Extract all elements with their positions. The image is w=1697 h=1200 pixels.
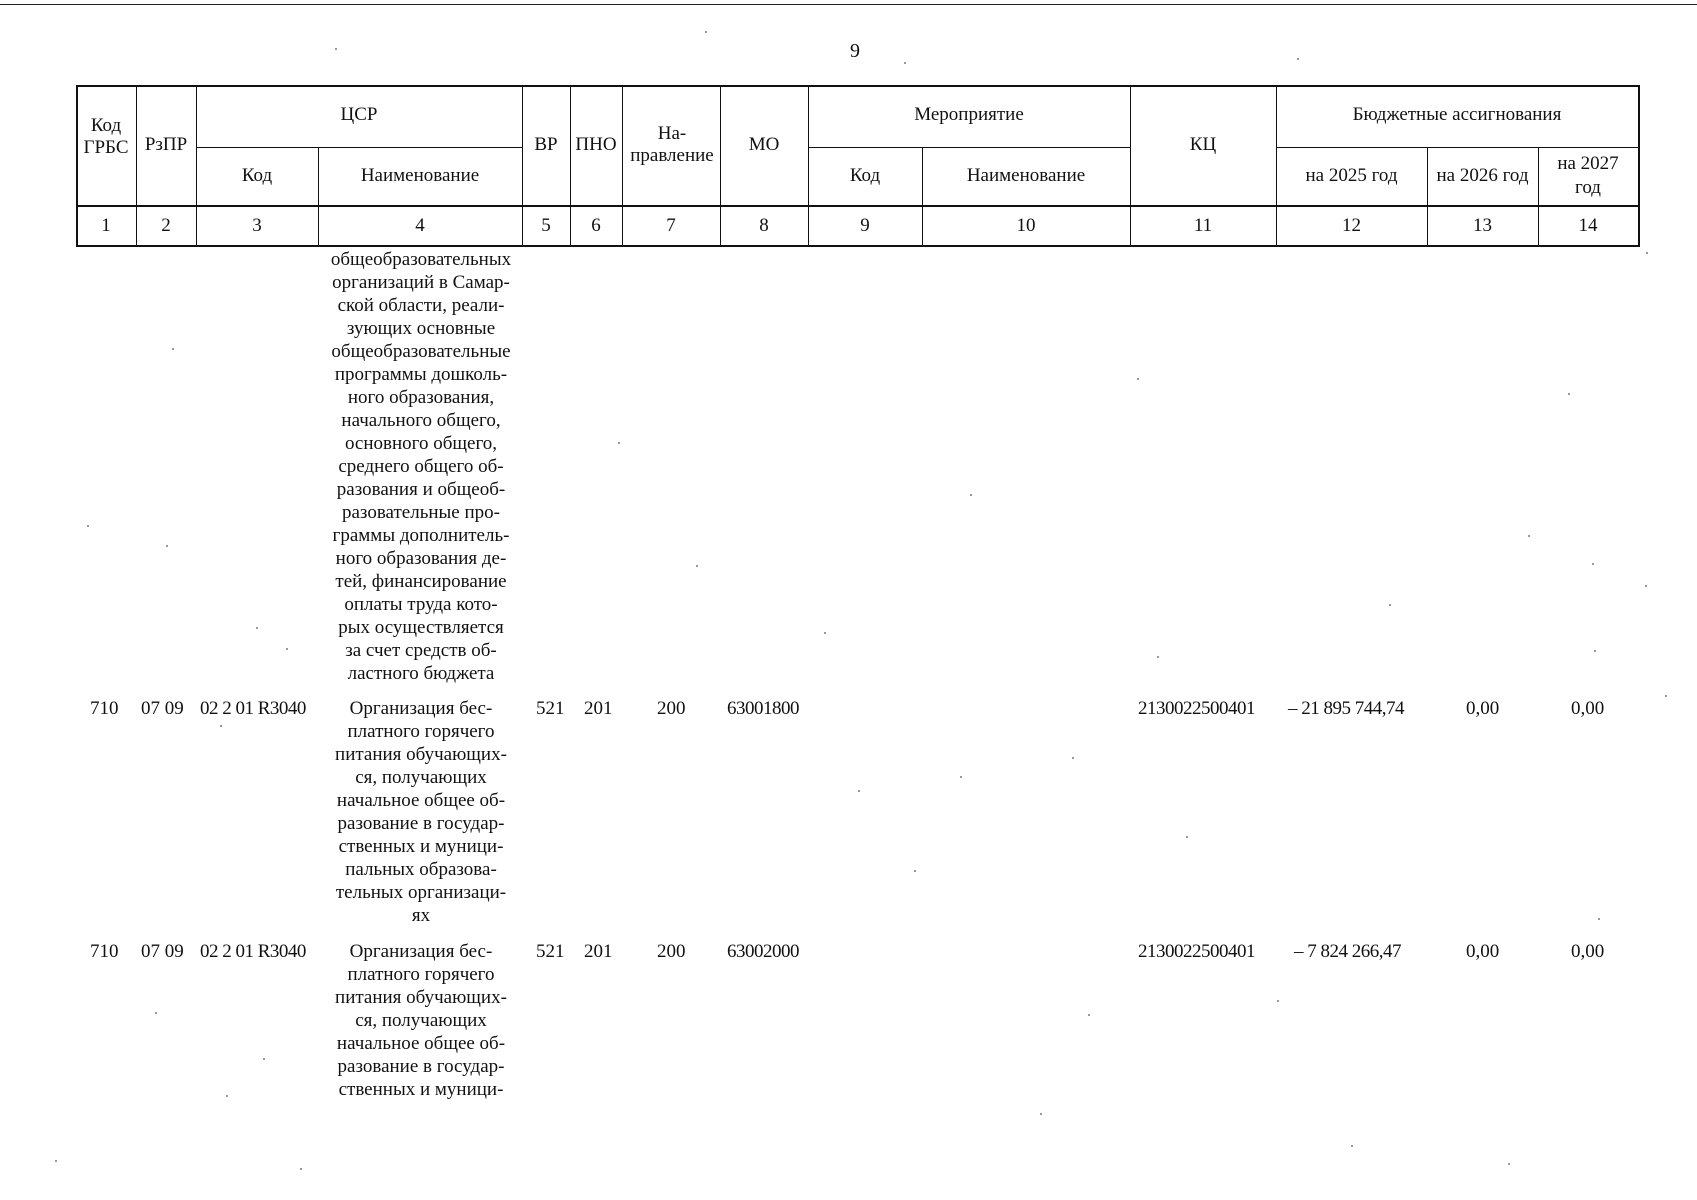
colnum-9: 9 xyxy=(860,214,870,236)
header-2027: на 2027 год xyxy=(1557,153,1619,198)
cell-2026: 0,00 xyxy=(1466,698,1500,719)
header-csr-name: Наименование xyxy=(360,165,480,186)
header-2026: на 2026 год xyxy=(1436,165,1529,186)
header-napravlenie: На- правление xyxy=(630,123,714,166)
cell-2026: 0,00 xyxy=(1466,941,1500,962)
cell-kc: 2130022500401 xyxy=(1138,698,1255,719)
cell-2027: 0,00 xyxy=(1571,941,1605,962)
colnum-8: 8 xyxy=(759,214,769,236)
header-csr-kod: Код xyxy=(241,165,273,186)
cell-rzpr: 07 09 xyxy=(141,941,184,962)
colnum-4: 4 xyxy=(415,214,425,236)
cell-kc: 2130022500401 xyxy=(1138,941,1255,962)
colnum-2: 2 xyxy=(161,214,171,236)
cell-vr: 521 xyxy=(536,941,565,962)
colnum-1: 1 xyxy=(101,214,111,236)
colnum-6: 6 xyxy=(591,214,601,236)
cell-mo: 63001800 xyxy=(727,698,799,719)
header-csr: ЦСР xyxy=(340,104,378,125)
cell-pno: 201 xyxy=(584,698,613,719)
cell-napravlenie: 200 xyxy=(657,698,686,719)
table-header xyxy=(76,85,1640,247)
cell-2025: – 21 895 744,74 xyxy=(1288,698,1404,719)
cell-rzpr: 07 09 xyxy=(141,698,184,719)
header-vr: ВР xyxy=(534,134,558,155)
header-mo: МО xyxy=(748,134,780,155)
cell-csr-kod: 02 2 01 R3040 xyxy=(200,698,306,719)
header-budget: Бюджетные ассигнования xyxy=(1352,104,1562,125)
colnum-3: 3 xyxy=(252,214,262,236)
header-2025: на 2025 год xyxy=(1305,165,1398,186)
colnum-7: 7 xyxy=(666,214,676,236)
colnum-10: 10 xyxy=(1016,214,1036,236)
colnum-12: 12 xyxy=(1342,214,1361,236)
header-mer-kod: Код xyxy=(849,165,881,186)
cell-2025: – 7 824 266,47 xyxy=(1294,941,1401,962)
cell-vr: 521 xyxy=(536,698,565,719)
continuation-name-text: общеобразовательных организаций в Самар- ской области, реали- зующих основные общеобразовательные программы дошколь- ного образования, начального общего, основного общего, среднего общего об- разования и общеоб- разовательные про- граммы дополнитель- ного образования де- тей, финансирование оплаты труда кото- рых осуществляется за счет средств об- ластного бюджета xyxy=(330,249,512,684)
header-kod-grbs: Код ГРБС xyxy=(83,115,129,158)
header-meropriyatie: Мероприятие xyxy=(914,104,1024,125)
colnum-13: 13 xyxy=(1473,214,1492,236)
colnum-5: 5 xyxy=(541,214,551,236)
cell-grbs: 710 xyxy=(90,941,119,962)
cell-napravlenie: 200 xyxy=(657,941,686,962)
cell-csr-kod: 02 2 01 R3040 xyxy=(200,941,306,962)
header-pno: ПНО xyxy=(575,134,617,155)
cell-pno: 201 xyxy=(584,941,613,962)
header-rzpr: РзПР xyxy=(144,134,188,155)
top-rule xyxy=(0,4,1697,5)
cell-grbs: 710 xyxy=(90,698,119,719)
header-kc: КЦ xyxy=(1189,134,1217,155)
colnum-11: 11 xyxy=(1193,214,1213,236)
colnum-14: 14 xyxy=(1578,214,1598,236)
cell-mo: 63002000 xyxy=(727,941,799,962)
header-mer-name: Наименование xyxy=(966,165,1086,186)
cell-2027: 0,00 xyxy=(1571,698,1605,719)
page-number: 9 xyxy=(850,40,860,62)
cell-csr-name: Организация бес- платного горячего питания обучающих- ся, получающих начальное общее об- разование в государ- ственных и муници- xyxy=(335,941,507,1100)
cell-csr-name: Организация бес- платного горячего питания обучающих- ся, получающих начальное общее об- разование в государ- ственных и муници- пальных образова- тельных организаци- ях xyxy=(335,698,507,926)
